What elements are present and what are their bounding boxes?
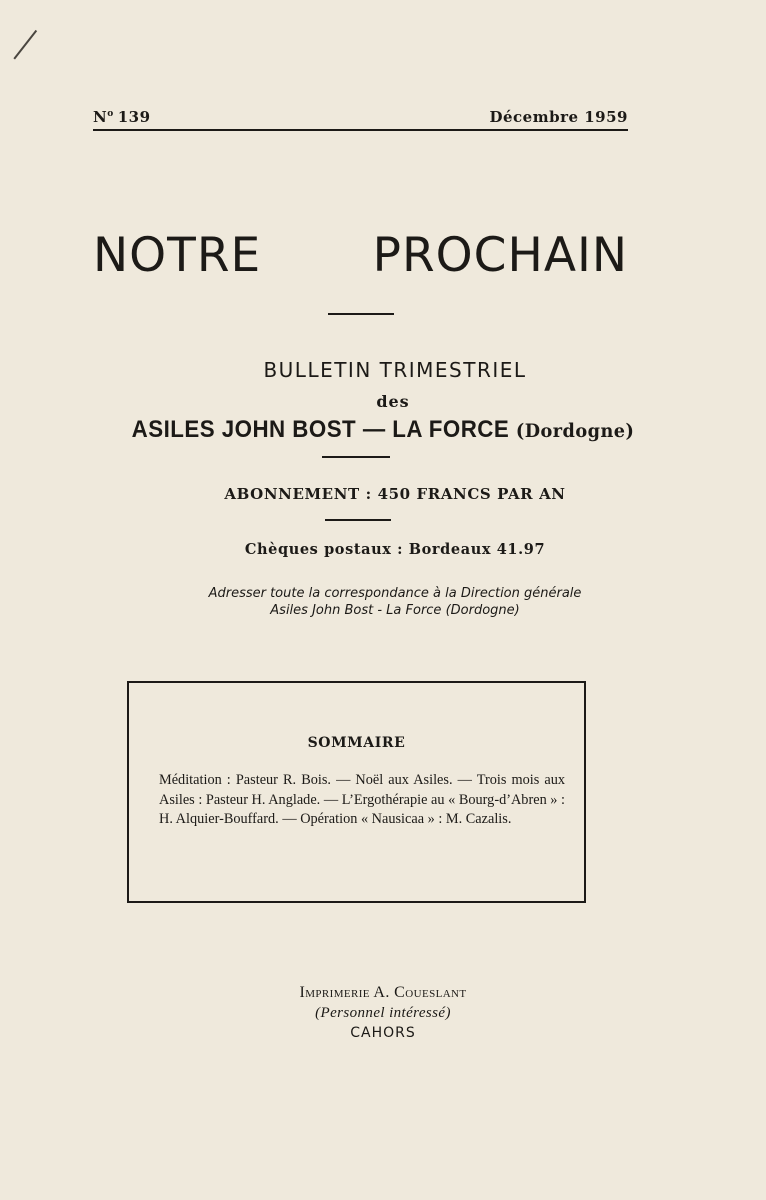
bulletin-subtitle: BULLETIN TRIMESTRIEL xyxy=(263,358,527,382)
divider-rule xyxy=(328,313,394,315)
address-line-1: Adresser toute la correspondance à la Direction générale xyxy=(208,586,582,601)
subscription-price: ABONNEMENT : 450 FRANCS PAR AN xyxy=(224,485,566,503)
issue-date: Décembre 1959 xyxy=(489,108,628,126)
printer-imprint xyxy=(0,983,766,1043)
address-line-2: Asiles John Bost - La Force (Dordogne) xyxy=(270,603,520,618)
printer-name: Imprimerie A. Coueslant xyxy=(299,984,467,1001)
title-word-2: PROCHAIN xyxy=(372,228,628,283)
toc-text: Méditation : Pasteur R. Bois. — Noël aux Asiles. — Trois mois aux Asiles : Pasteur H. Anglade. — L’Ergothérapie au « Bourg-d’Abren » : H. Alquier-Bouffard. — Opération « Nausicaa » : M. Cazalis. xyxy=(159,772,565,827)
institution-name: ASILES JOHN BOST — LA FORCE xyxy=(131,416,510,443)
pencil-mark xyxy=(13,30,36,59)
page-title xyxy=(93,226,628,286)
institution-region: (Dordogne) xyxy=(515,420,635,442)
header-rule xyxy=(93,129,628,131)
toc-title: SOMMAIRE xyxy=(307,735,406,751)
issue-number: $N^o$ 139 xyxy=(93,108,151,126)
correspondence-address xyxy=(0,585,766,619)
printer-note: (Personnel intéressé) xyxy=(315,1005,451,1021)
printer-city: CAHORS xyxy=(350,1025,416,1041)
page-header xyxy=(93,100,628,126)
table-of-contents-box xyxy=(127,681,586,903)
title-word-1: NOTRE xyxy=(93,228,262,283)
divider-rule xyxy=(322,456,390,458)
subtitle-connector: des xyxy=(376,392,410,411)
postal-account: Chèques postaux : Bordeaux 41.97 xyxy=(244,541,546,558)
divider-rule xyxy=(325,519,391,521)
institution-line xyxy=(27,416,739,444)
